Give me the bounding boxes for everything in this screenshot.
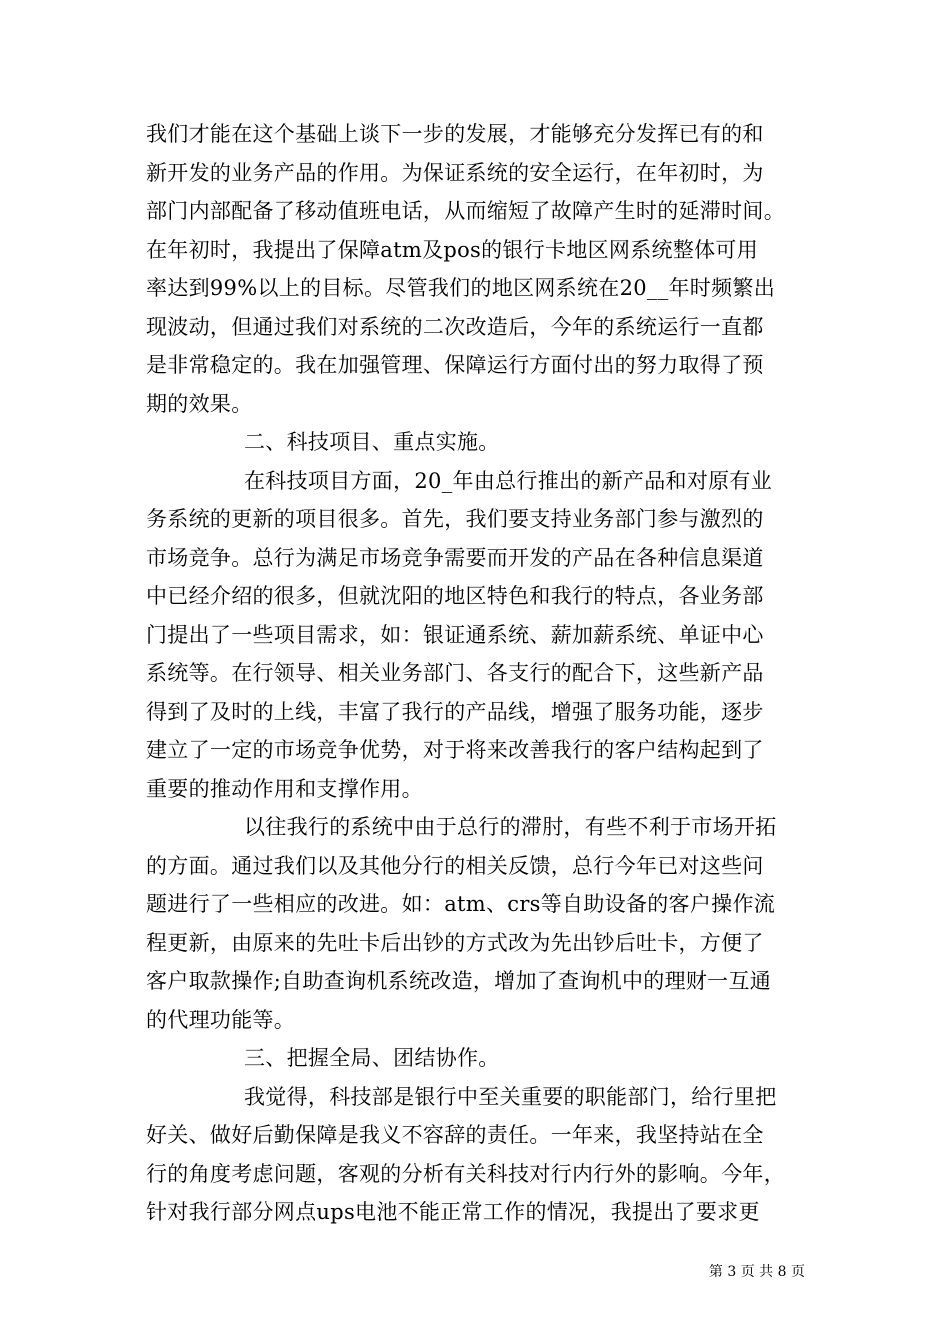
- text-line: 率达到99%以上的目标。尽管我们的地区网系统在20__年时频繁出: [146, 276, 775, 300]
- text-line: 我们才能在这个基础上谈下一步的发展，才能够充分发挥已有的和: [146, 122, 764, 146]
- text-line: 题进行了一些相应的改进。如：atm、crs等自助设备的客户操作流: [146, 892, 776, 916]
- text-line: 建立了一定的市场竞争优势，对于将来改善我行的客户结构起到了: [146, 738, 764, 762]
- text-line: 二、科技项目、重点实施。: [244, 430, 500, 454]
- text-line: 现波动，但通过我们对系统的二次改造后，今年的系统运行一直都: [146, 314, 764, 339]
- text-line: 我觉得，科技部是银行中至关重要的职能部门，给行里把: [244, 1084, 777, 1109]
- text-line: 市场竞争。总行为满足市场竞争需要而开发的产品在各种信息渠道: [146, 545, 764, 570]
- text-line: 程更新，由原来的先吐卡后出钞的方式改为先出钞后吐卡，方便了: [146, 930, 764, 955]
- text-line: 三、把握全局、团结协作。: [244, 1046, 500, 1070]
- text-line: 针对我行部分网点ups电池不能正常工作的情况，我提出了要求更: [146, 1200, 760, 1224]
- text-line: 期的效果。: [146, 391, 253, 416]
- text-line: 得到了及时的上线，丰富了我行的产品线，增强了服务功能，逐步: [146, 699, 764, 724]
- text-line: 以往我行的系统中由于总行的滞肘，有些不利于市场开拓: [244, 815, 777, 839]
- text-line: 门提出了一些项目需求，如：银证通系统、薪加薪系统、单证中心: [146, 622, 764, 647]
- text-line: 中已经介绍的很多，但就沈阳的地区特色和我行的特点，各业务部: [146, 584, 764, 608]
- text-line: 务系统的更新的项目很多。首先，我们要支持业务部门参与激烈的: [146, 507, 764, 531]
- text-line: 行的角度考虑问题，客观的分析有关科技对行内行外的影响。今年，: [146, 1161, 785, 1186]
- text-line: 在年初时，我提出了保障atm及pos的银行卡地区网系统整体可用: [146, 237, 759, 262]
- text-line: 在科技项目方面，20_年由总行推出的新产品和对原有业: [244, 468, 773, 493]
- document-body: [146, 115, 816, 1232]
- text-line: 重要的推动作用和支撑作用。: [146, 776, 423, 801]
- text-line: 的代理功能等。: [146, 1007, 296, 1032]
- text-line: 是非常稳定的。我在加强管理、保障运行方面付出的努力取得了预: [146, 353, 764, 377]
- page-footer: 第 3 页 共 8 页: [708, 1264, 805, 1280]
- text-line: 好关、做好后勤保障是我义不容辞的责任。一年来，我坚持站在全: [146, 1123, 764, 1147]
- text-line: 的方面。通过我们以及其他分行的相关反馈，总行今年已对这些问: [146, 853, 764, 878]
- text-line: 部门内部配备了移动值班电话，从而缩短了故障产生时的延滞时间。: [146, 199, 785, 223]
- text-line: 客户取款操作;自助查询机系统改造，增加了查询机中的理财一互通: [146, 969, 772, 993]
- text-line: 系统等。在行领导、相关业务部门、各支行的配合下，这些新产品: [146, 661, 764, 685]
- text-line: 新开发的业务产品的作用。为保证系统的安全运行，在年初时，为: [146, 160, 764, 185]
